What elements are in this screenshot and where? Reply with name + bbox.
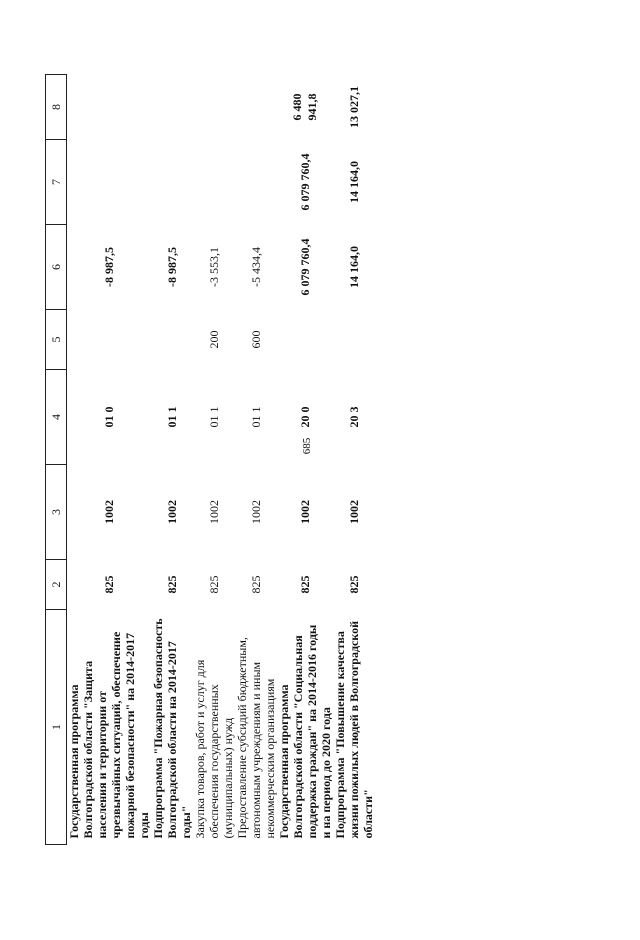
rotated-page: [45, 70, 640, 940]
row-c3: 1002: [346, 500, 361, 524]
row-c7: [193, 140, 235, 225]
row-c4: 20 3: [346, 406, 361, 428]
row-c6: -3 553,1: [206, 247, 221, 287]
table-row: [151, 75, 193, 845]
header-col-4: 4: [46, 370, 67, 465]
row-c5: [151, 310, 193, 370]
budget-table: [45, 74, 375, 845]
row-c5: 600: [248, 330, 263, 349]
row-c5: [277, 310, 333, 370]
table-row: [193, 75, 235, 845]
header-col-2: 2: [46, 560, 67, 610]
row-c8: 6 480 941,8: [290, 93, 319, 121]
row-c3: 1002: [101, 500, 116, 524]
table-row: [277, 75, 333, 845]
header-col-7: 7: [46, 140, 67, 225]
row-c4: 01 1: [206, 406, 221, 428]
row-c4: 01 1: [164, 406, 179, 428]
row-c8: [193, 75, 235, 140]
row-c5: 200: [206, 330, 221, 349]
row-c2: 825: [297, 575, 312, 594]
row-c2: 825: [346, 575, 361, 594]
header-col-6: 6: [46, 225, 67, 310]
row-c7: [235, 140, 277, 225]
header-col-5: 5: [46, 310, 67, 370]
row-c4: 01 1: [248, 406, 263, 428]
row-c7: 6 079 760,4: [297, 153, 312, 211]
row-c7: 14 164,0: [346, 161, 361, 203]
row-c3: 1002: [297, 500, 312, 524]
table-row: [67, 75, 152, 845]
row-c5: [333, 310, 375, 370]
row-name: Подпрограмма "Пожарная безопасность Волгоградской области на 2014-2017 годы": [151, 618, 193, 839]
row-c6: -8 987,5: [101, 247, 116, 287]
row-c2: 825: [206, 575, 221, 594]
header-col-8: 8: [46, 75, 67, 140]
header-row: [46, 75, 67, 845]
row-c4: 01 0: [101, 406, 116, 428]
row-name: Государственная программа Волгоградской области "Социальная поддержка граждан" на 2014-2016 годы и на период до 2020 года: [277, 624, 333, 839]
row-name: Закупка товаров, работ и услуг для обеспечения государственных (муниципальных) нужд: [193, 659, 235, 839]
row-c2: 825: [101, 575, 116, 594]
row-c6: 6 079 760,4: [297, 238, 312, 296]
row-c6: 14 164,0: [346, 246, 361, 288]
row-c7: [151, 140, 193, 225]
row-c2: 825: [164, 575, 179, 594]
row-name: Государственная программа Волгоградской области "Защита населения и территории от чрезвычайных ситуаций, обеспечение пожарной безопасности" на 2014-2017 годы: [67, 631, 151, 839]
row-c3: 1002: [206, 500, 221, 524]
row-c8: [235, 75, 277, 140]
row-name: Подпрограмма "Повышение качества жизни пожилых людей в Волгоградской области": [333, 620, 375, 839]
row-c8: 13 027,1: [346, 86, 361, 128]
row-c7: [67, 140, 152, 225]
table-row: [333, 75, 375, 845]
table-row: [235, 75, 277, 845]
row-c4: 20 0: [297, 406, 312, 428]
row-c6: -5 434,4: [248, 247, 263, 287]
row-c2: 825: [248, 575, 263, 594]
page-number: 685: [301, 437, 313, 455]
header-col-3: 3: [46, 465, 67, 560]
header-col-1: 1: [46, 610, 67, 845]
row-name: Предоставление субсидий бюджетным, автономным учреждениям и иным некоммерческим организациям: [235, 637, 277, 839]
row-c8: [151, 75, 193, 140]
row-c8: [67, 75, 152, 140]
row-c5: [67, 310, 152, 370]
row-c6: -8 987,5: [164, 247, 179, 287]
row-c3: 1002: [248, 500, 263, 524]
table-canvas: [45, 70, 605, 860]
row-c3: 1002: [164, 500, 179, 524]
